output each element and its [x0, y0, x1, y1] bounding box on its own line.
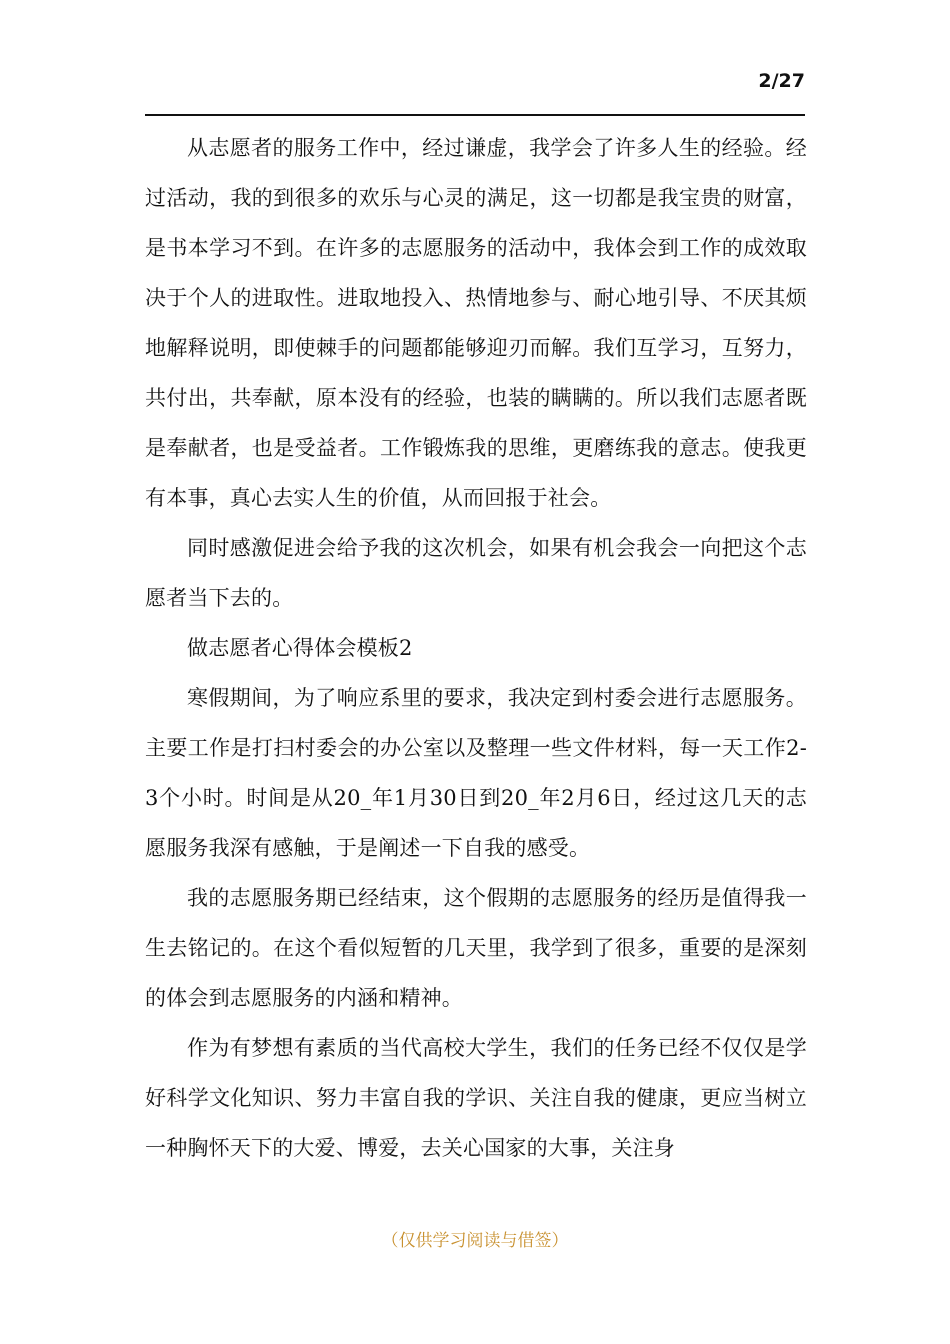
header-divider	[145, 114, 805, 116]
paragraph: 寒假期间，为了响应系里的要求，我决定到村委会进行志愿服务。主要工作是打扫村委会的办公室以及整理一些文件材料，每一天工作2-3个小时。时间是从20_年1月30日到20_年2月6日，经过这几天的志愿服务我深有感触，于是阐述一下自我的感受。	[145, 686, 807, 860]
paragraph: 我的志愿服务期已经结束，这个假期的志愿服务的经历是值得我一生去铭记的。在这个看似短暂的几天里，我学到了很多，重要的是深刻的体会到志愿服务的内涵和精神。	[145, 886, 807, 1010]
section-heading: 做志愿者心得体会模板2	[187, 636, 413, 660]
footer-note: （仅供学习阅读与借签）	[381, 1231, 569, 1251]
document-body	[145, 123, 807, 1173]
paragraph: 从志愿者的服务工作中，经过谦虚，我学会了许多人生的经验。经过活动，我的到很多的欢乐与心灵的满足，这一切都是我宝贵的财富，是书本学习不到。在许多的志愿服务的活动中，我体会到工作的成效取决于个人的进取性。进取地投入、热情地参与、耐心地引导、不厌其烦地解释说明，即使棘手的问题都能够迎刃而解。我们互学习，互努力，共付出，共奉献，原本没有的经验，也装的瞒瞒的。所以我们志愿者既是奉献者，也是受益者。工作锻炼我的思维，更磨练我的意志。使我更有本事，真心去实人生的价值，从而回报于社会。	[145, 136, 807, 510]
page-number: 2/27	[758, 70, 805, 92]
paragraph: 作为有梦想有素质的当代高校大学生，我们的任务已经不仅仅是学好科学文化知识、努力丰富自我的学识、关注自我的健康，更应当树立一种胸怀天下的大爱、博爱，去关心国家的大事，关注身	[145, 1036, 807, 1160]
paragraph: 同时感激促进会给予我的这次机会，如果有机会我会一向把这个志愿者当下去的。	[145, 536, 807, 610]
